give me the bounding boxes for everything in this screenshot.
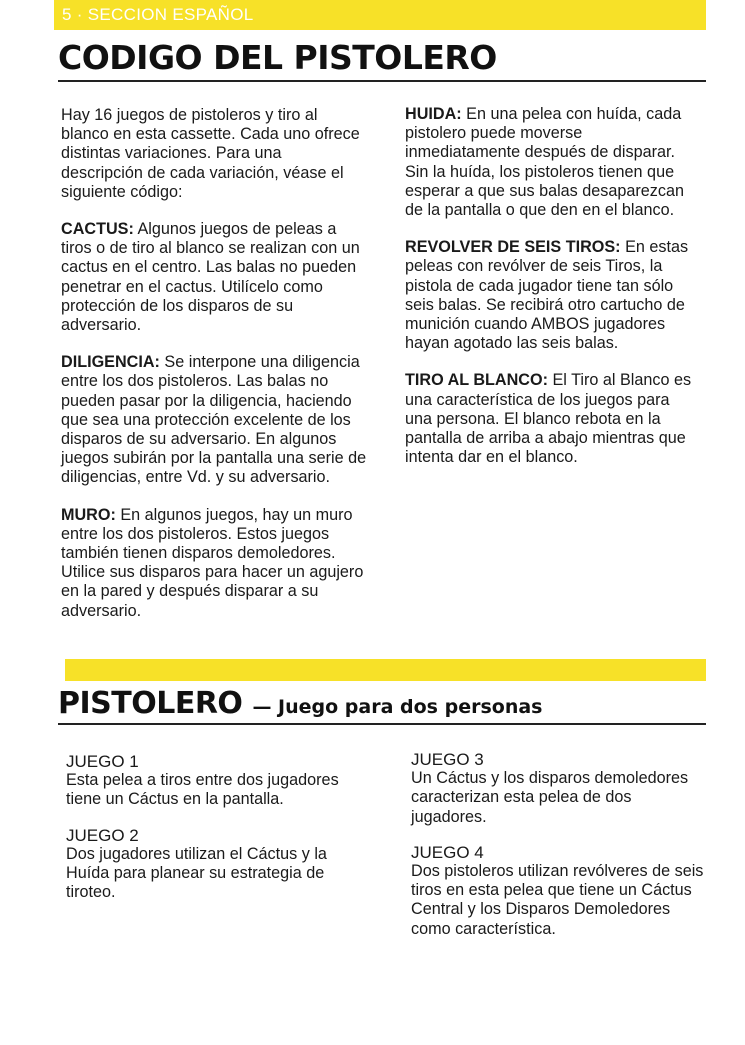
code-text: En estas peleas con revólver de seis Tiros, la pistola de cada jugador tiene tan sólo seis balas. Se recibirá otro cartucho de munición cuando AMBOS jugadores hayan agotado las seis balas. — [405, 238, 689, 353]
code-term: DILIGENCIA: — [61, 353, 160, 372]
game-text: Dos pistoleros utilizan revólveres de seis tiros en esta pelea que tiene un Cáctus Central y los Disparos Demoledores como característica. — [411, 862, 704, 938]
title-rule — [58, 80, 706, 82]
game-item — [66, 752, 371, 810]
column-left — [61, 106, 367, 639]
code-item-diligencia — [61, 353, 367, 487]
game-item — [411, 750, 705, 827]
code-term: MURO: — [61, 505, 116, 524]
game-item — [66, 826, 371, 903]
section-rule — [58, 723, 706, 725]
game-heading: JUEGO 3 — [411, 750, 484, 769]
code-text: Algunos juegos de peleas a tiros o de tiro al blanco se realizan con un cactus en el centro. Las balas no pueden penetrar en el cactus. Utilícelo como protección de los disparos de su adversario. — [61, 220, 360, 335]
game-heading: JUEGO 1 — [66, 752, 139, 771]
code-text: Se interpone una diligencia entre los dos pistoleros. Las balas no pueden pasar por la diligencia, haciendo que sea una protección excelente de los disparos de su adversario. En algunos juegos subirán por la pantalla una serie de diligencias, entre Vd. y su adversario. — [61, 353, 367, 487]
code-item-revolver — [405, 238, 701, 353]
code-term: TIRO AL BLANCO: — [405, 371, 548, 390]
code-term: HUIDA: — [405, 105, 462, 123]
code-text: En una pelea con huída, cada pistolero puede moverse inmediatamente después de disparar. Sin la huída, los pistoleros tienen que esperar a que sus balas desaparezcan de la pantalla o que den en el blanco. — [405, 105, 684, 220]
games-column-left — [66, 752, 371, 918]
game-text: Dos jugadores utilizan el Cáctus y la Huída para planear su estrategia de tiroteo. — [66, 844, 327, 902]
section-label: 5 · SECCION ESPAÑOL — [62, 5, 254, 24]
section-subtitle: — Juego para dos personas — [252, 696, 543, 718]
code-term: CACTUS: — [61, 220, 134, 239]
section-title-main: PISTOLERO — [58, 686, 243, 721]
section-divider-band — [65, 659, 706, 681]
games-column-right — [411, 750, 705, 955]
column-right — [405, 105, 701, 485]
game-text: Un Cáctus y los disparos demoledores caracterizan esta pelea de dos jugadores. — [411, 769, 689, 826]
code-item-tiro-al-blanco — [405, 371, 701, 467]
code-item-huida — [405, 105, 701, 220]
code-item-cactus — [61, 220, 367, 335]
page-title: CODIGO DEL PISTOLERO — [58, 38, 497, 77]
header-band — [54, 0, 706, 30]
game-heading: JUEGO 4 — [411, 842, 484, 862]
intro-paragraph: Hay 16 juegos de pistoleros y tiro al blanco en esta cassette. Cada uno ofrece distintas variaciones. Para una descripción de cada variación, véase el siguiente código: — [61, 106, 360, 201]
code-text: En algunos juegos, hay un muro entre los dos pistoleros. Estos juegos también tienen disparos demoledores. Utilice sus disparos para hacer un agujero en la pared y después disparar a su adversario. — [61, 505, 364, 620]
game-text: Esta pelea a tiros entre dos jugadores tiene un Cáctus en la pantalla. — [66, 771, 339, 809]
game-item — [411, 843, 705, 939]
game-heading: JUEGO 2 — [66, 825, 139, 845]
code-text: El Tiro al Blanco es una característica de los juegos para una persona. El blanco rebota en la pantalla de arriba a abajo mientras que intenta dar en el blanco. — [405, 371, 692, 467]
code-term: REVOLVER DE SEIS TIROS: — [405, 238, 621, 257]
code-item-muro — [61, 506, 367, 621]
section-title — [58, 686, 542, 721]
